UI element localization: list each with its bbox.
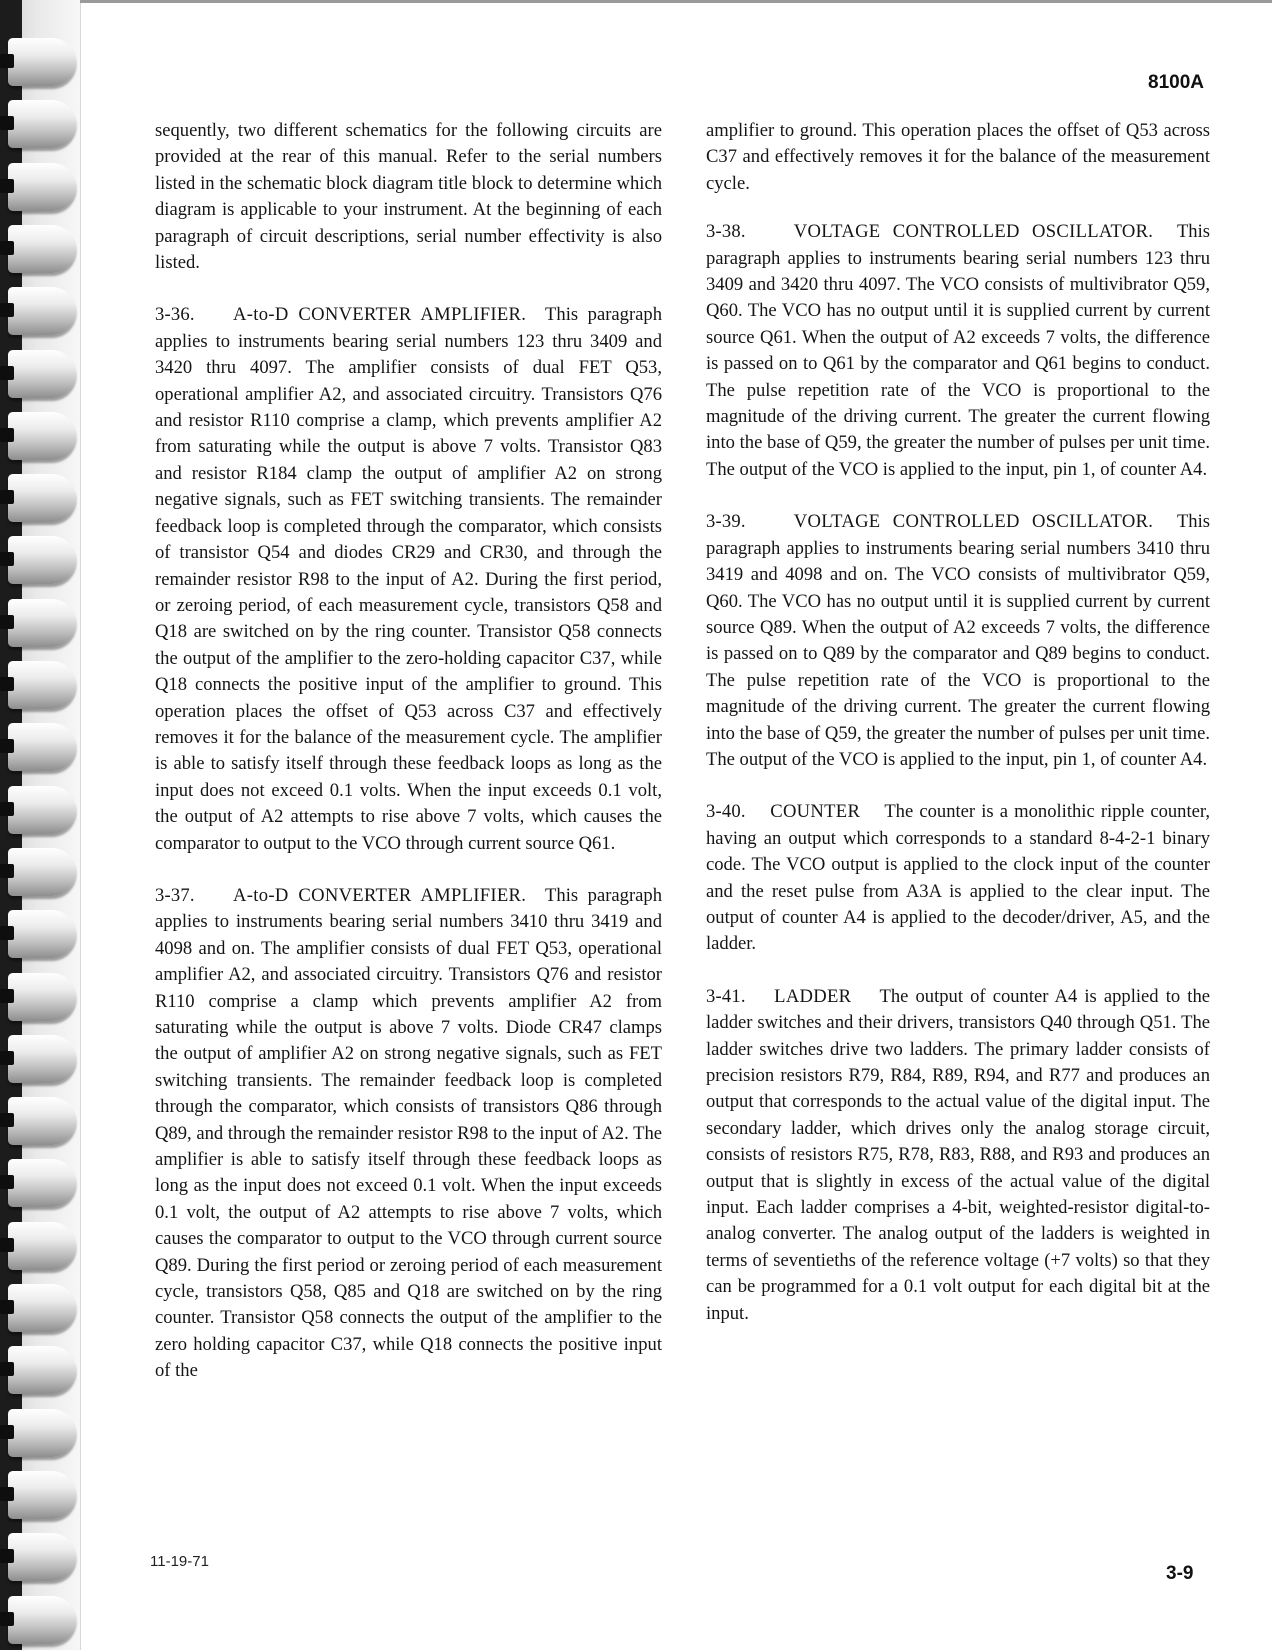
binding-ring bbox=[8, 1284, 76, 1332]
paragraph-body: This paragraph applies to instruments bearing serial numbers 3410 thru 3419 and 4098 and on. The VCO consists of multivibrator Q59, Q60. The VCO has no output until it is supplied current by current source Q89. When the output of A2 exceeds 7 volts, the difference is passed on to Q89 by the comparator and Q89 begins to conduct. The pulse repetition rate of the VCO is proportional to the magnitude of the driving current. The greater the current flowing into the base of Q59, the greater the number of pulses per unit time. The output of the VCO is applied to the input, pin 1, of counter A4. bbox=[706, 511, 1211, 770]
paragraph-body: This paragraph applies to instruments bearing serial numbers 123 thru 3409 and 3420 thru 4097. The VCO consists of multivibrator Q59, Q60. The VCO has no output until it is supplied current by current source Q61. When the output of A2 exceeds 7 volts, the difference is passed on to Q61 by the comparator and Q61 begins to conduct. The pulse repetition rate of the VCO is proportional to the magnitude of the driving current. The greater the current flowing into the base of Q59, the greater the number of pulses per unit time. The output of the VCO is applied to the input, pin 1, of counter A4. bbox=[706, 221, 1211, 480]
paragraph-title: LADDER bbox=[774, 985, 852, 1007]
binding-ring bbox=[8, 1097, 76, 1145]
page-number: 3-9 bbox=[1166, 1563, 1194, 1584]
binding-ring bbox=[8, 225, 76, 273]
binding-ring bbox=[8, 1596, 76, 1644]
binding-ring bbox=[8, 1533, 76, 1581]
paragraph-title: VOLTAGE CONTROLLED OSCILLATOR. bbox=[793, 221, 1154, 243]
paragraph-body: The output of counter A4 is applied to the ladder switches and their drivers, transistors Q40 through Q51. The ladder switches drive two ladders. The primary ladder consists of precision resistors R79, R84, R89, R94, and R77 and produces an output that corresponds to the actual value of the digital input. The secondary ladder, which drives only the analog storage circuit, consists of resistors R75, R78, R83, R88, and R93 and produces an output that is slightly in excess of the actual value of the digital input. Each ladder comprises a 4-bit, weighted-resistor digital-to-analog converter. The analog output of the ladders is weighted in terms of seventieths of the reference voltage (+7 volts) so that they can be programmed for a 0.1 volt output for each digital bit at the input. bbox=[706, 985, 1210, 1324]
binding-ring bbox=[8, 1035, 76, 1083]
paragraph-number: 3-38. bbox=[706, 221, 746, 243]
binding-ring bbox=[8, 163, 76, 211]
paragraph-title: A-to-D CONVERTER AMPLIFIER. bbox=[233, 304, 527, 326]
paragraph-body: This paragraph applies to instruments bearing serial numbers 3410 thru 3419 and 4098 and on. The amplifier consists of dual FET Q53, operational amplifier A2, and associated circuitry. Transistors Q76 and resistor R110 comprise a clamp which prevents amplifier A2 from saturating while the output is above 7 volts. Diode CR47 clamps the output of amplifier A2 on strong negative signals, such as FET switching transients. The remainder feedback loop is completed through the comparator, which consists of transistors Q86 through Q89, and through the remainder resistor R98 to the input of A2. The amplifier is able to satisfy itself through these feedback loops as long as the input does not exceed 0.1 volt. When the input exceeds 0.1 volt, the output of A2 attempts to rise above 7 volts, which causes the comparator to output to the VCO through current source Q89. During the first period or zeroing period of each measurement cycle, transistors Q58, Q85 and Q18 are switched on by the ring counter. Transistor Q58 connects the output of the amplifier to the zero holding capacitor C37, while Q18 connects the positive input of the bbox=[155, 884, 663, 1382]
binding-ring bbox=[8, 38, 76, 86]
paragraph-body: This paragraph applies to instruments bearing serial numbers 123 thru 3409 and 3420 thru 4097. The amplifier consists of dual FET Q53, operational amplifier A2, and associated circuitry. Transistors Q76 and resistor R110 comprise a clamp, which prevents amplifier A2 from saturating while the output is above 7 volts. Transistor Q83 and resistor R184 clamp the output of amplifier A2 on strong negative signals, such as FET switching transients. The remainder feedback loop is completed through the comparator, which consists of transistor Q54 and diodes CR29 and CR30, and through the remainder resistor R98 to the input of A2. During the first period, or zeroing period, of each measurement cycle, transistors Q58 and Q18 are switched on by the ring counter. Transistor Q58 connects the output of the amplifier to the zero-holding capacitor C37, while Q18 connects the positive input of the amplifier to ground. This operation places the offset of Q53 across C37 and effectively removes it for the balance of the measurement cycle. The amplifier is able to satisfy itself through these feedback loops as long as the input does not exceed 0.1 volts. When the input exceeds 0.1 volt, the output of A2 attempts to rise above 7 volts, which causes the comparator to output to the VCO through current source Q61. bbox=[155, 304, 663, 854]
right-column bbox=[706, 118, 1210, 1353]
binding-ring bbox=[8, 973, 76, 1021]
binding-ring bbox=[8, 723, 76, 771]
paragraph-body: The counter is a monolithic ripple counter, having an output which corresponds to a standard 8-4-2-1 binary code. The VCO output is applied to the clock input of the counter and the reset pulse from A3A is applied to the clear input. The output of counter A4 is applied to the decoder/driver, A5, and the ladder. bbox=[706, 801, 1210, 955]
binding-ring bbox=[8, 1346, 76, 1394]
binding-ring bbox=[8, 474, 76, 522]
paragraph-title: VOLTAGE CONTROLLED OSCILLATOR. bbox=[793, 511, 1154, 533]
revision-date: 11-19-71 bbox=[150, 1553, 209, 1570]
binding-ring bbox=[8, 412, 76, 460]
binder-spine bbox=[0, 0, 81, 1650]
binding-ring bbox=[8, 910, 76, 958]
paragraph-number: 3-37. bbox=[155, 884, 195, 906]
paragraph-number: 3-36. bbox=[155, 304, 195, 326]
binding-ring bbox=[8, 848, 76, 896]
binding-ring bbox=[8, 1222, 76, 1270]
binding-ring bbox=[8, 536, 76, 584]
paragraph-title: COUNTER bbox=[770, 801, 861, 823]
binding-ring bbox=[8, 661, 76, 709]
paragraph-3-37 bbox=[155, 883, 662, 1385]
paragraph-3-38 bbox=[706, 219, 1210, 483]
binding-ring bbox=[8, 1159, 76, 1207]
binding-ring bbox=[8, 1471, 76, 1519]
paragraph-3-41 bbox=[706, 984, 1210, 1327]
page-top-edge bbox=[80, 0, 1272, 3]
binding-ring bbox=[8, 599, 76, 647]
paragraph-continuation: amplifier to ground. This operation places the offset of Q53 across C37 and effectively removes it for the balance of the measurement cycle. bbox=[706, 120, 1210, 194]
left-column bbox=[155, 118, 662, 1411]
paragraph-3-39 bbox=[706, 509, 1210, 773]
paragraph-number: 3-40. bbox=[706, 801, 746, 823]
paragraph-title: A-to-D CONVERTER AMPLIFIER. bbox=[233, 884, 527, 906]
binding-ring bbox=[8, 1409, 76, 1457]
document-code: 8100A bbox=[1148, 72, 1204, 93]
paragraph-3-40 bbox=[706, 799, 1210, 957]
paragraph-continuation: sequently, two different schematics for the following circuits are provided at the rear of this manual. Refer to the serial numbers listed in the schematic block diagram title block to determine which diagram is applicable to your instrument. At the beginning of each paragraph of circuit descriptions, serial number effectivity is also listed. bbox=[155, 120, 662, 274]
binding-ring bbox=[8, 100, 76, 148]
binding-ring bbox=[8, 350, 76, 398]
paragraph-3-36 bbox=[155, 302, 662, 857]
paragraph-number: 3-41. bbox=[706, 985, 746, 1007]
binding-ring bbox=[8, 786, 76, 834]
paragraph-number: 3-39. bbox=[706, 511, 746, 533]
binding-ring bbox=[8, 287, 76, 335]
